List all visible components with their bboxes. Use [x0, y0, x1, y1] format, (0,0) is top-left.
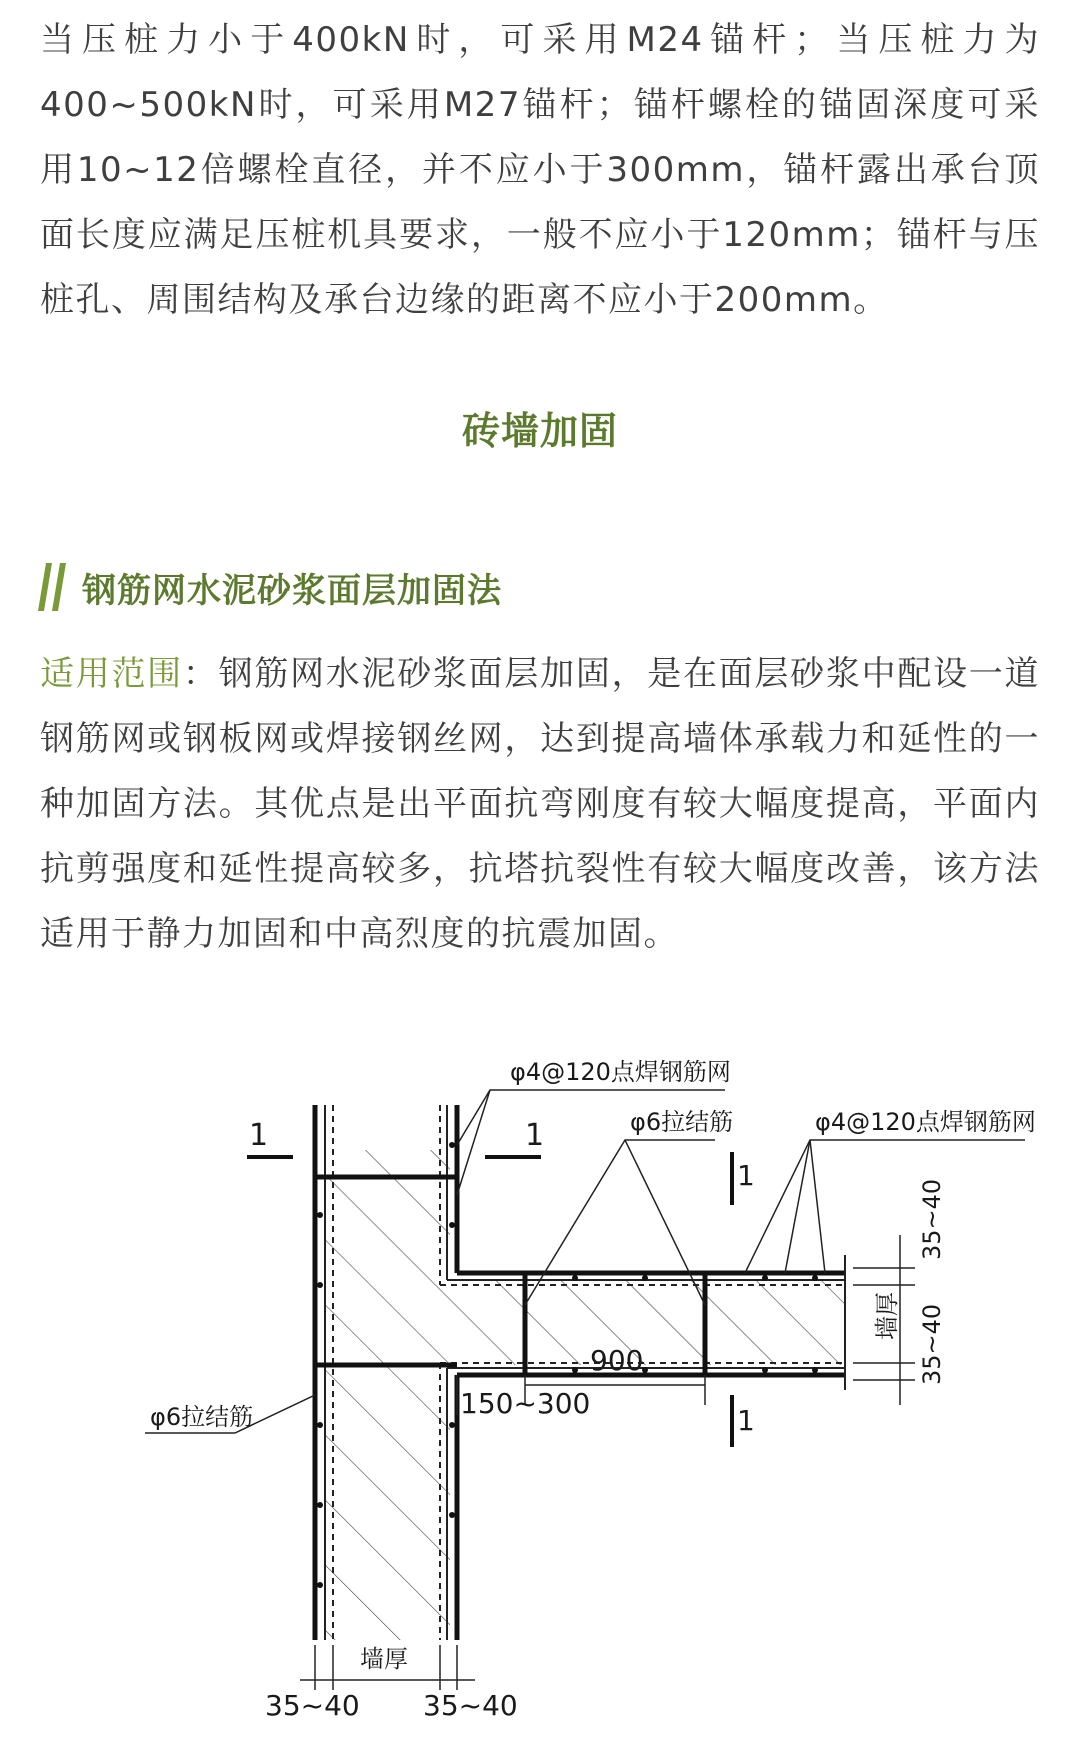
- label-tie-left: φ6拉结筋: [150, 1403, 254, 1431]
- label-mesh-top: φ4@120点焊钢筋网: [510, 1058, 731, 1086]
- diagram-svg: [135, 1045, 1055, 1745]
- horizontal-wall-hatch: [450, 1280, 845, 1365]
- section-mark-right: 1: [525, 1118, 545, 1153]
- dim-bottom-left: 35~40: [265, 1689, 360, 1722]
- section-mark-bottom: 1: [737, 1404, 755, 1437]
- label-tie-top: φ6拉结筋: [630, 1108, 734, 1136]
- dim-900: 900: [590, 1344, 644, 1377]
- double-slash-icon: [38, 563, 68, 611]
- dim-right-bottom: 35~40: [918, 1303, 946, 1385]
- dim-150-300: 150~300: [460, 1387, 591, 1420]
- section-mark-top: 1: [737, 1159, 755, 1192]
- subheading-text: 钢筋网水泥砂浆面层加固法: [82, 570, 502, 611]
- dim-wall-bottom: 墙厚: [360, 1645, 408, 1673]
- section-title: 砖墙加固: [461, 409, 618, 453]
- scope-label: 适用范围: [40, 654, 183, 694]
- section-mark-left: 1: [249, 1118, 269, 1153]
- dim-bottom-right: 35~40: [423, 1689, 518, 1722]
- reinforcement-diagram: [135, 1045, 1055, 1745]
- vertical-wall-hatch: [325, 1150, 450, 1640]
- scope-text: 钢筋网水泥砂浆面层加固，是在面层砂浆中配设一道钢筋网或钢板网或焊接钢丝网，达到提高墙体承载力和延性的一种加固方法。其优点是出平面抗弯刚度有较大幅度提高，平面内抗剪强度和延性提高较多，抗塔抗裂性有较大幅度改善，该方法适用于静力加固和中高烈度的抗震加固。: [40, 654, 1041, 954]
- dim-wall-right: 墙厚: [873, 1292, 901, 1340]
- dim-right-top: 35~40: [918, 1178, 946, 1260]
- subheading: [38, 562, 502, 612]
- intro-paragraph: 当压桩力小于400kN时，可采用M24锚杆；当压桩力为400~500kN时，可采用M27锚杆；锚杆螺栓的锚固深度可采用10~12倍螺栓直径，并不应小于300mm，锚杆露出承台顶面长度应满足压桩机具要求，一般不应小于120mm；锚杆与压桩孔、周围结构及承台边缘的距离不应小于200mm。: [40, 20, 1040, 320]
- scope-paragraph: [40, 642, 1040, 967]
- scope-colon: ：: [182, 654, 219, 694]
- label-mesh-right: φ4@120点焊钢筋网: [815, 1108, 1036, 1136]
